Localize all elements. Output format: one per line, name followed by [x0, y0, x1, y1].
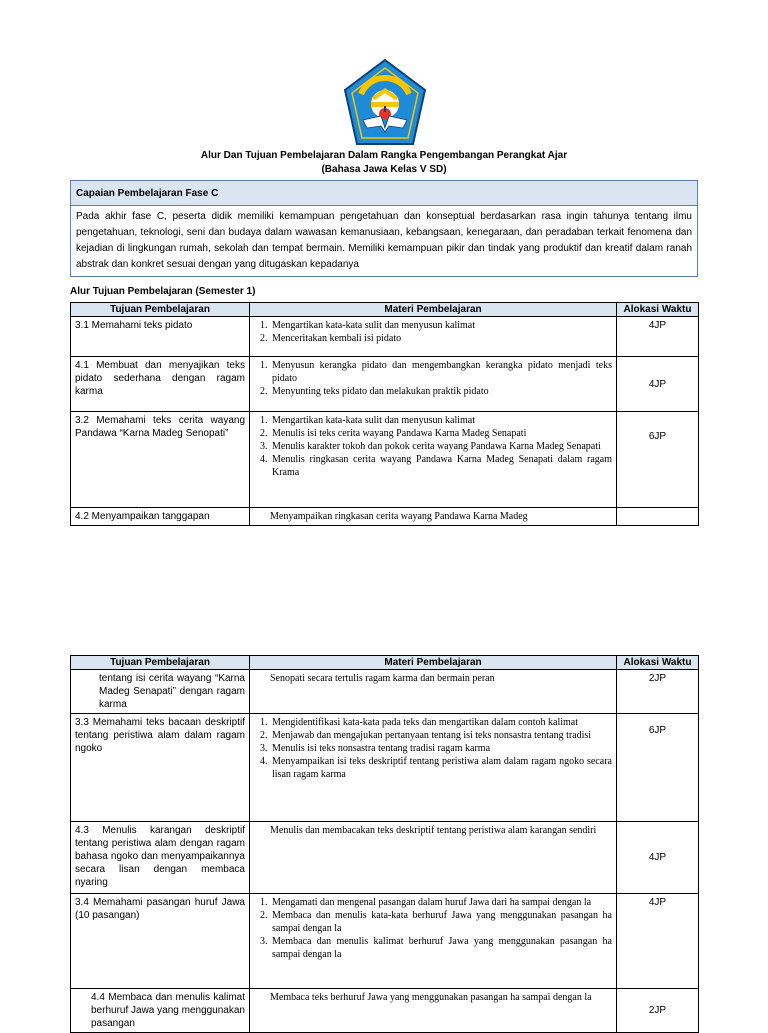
materi-item: 4. Menulis ringkasan cerita wayang Pandawa Karna Madeg Senapati dalam ragam Krama: [270, 453, 612, 479]
materi-item: 2. Menceritakan kembali isi pidato: [270, 332, 612, 345]
tut-wuri-handayani-logo: [341, 58, 429, 148]
tujuan-cell: 4.2 Menyampaikan tanggapan: [71, 508, 250, 526]
col-materi-header: Materi Pembelajaran: [250, 303, 617, 317]
materi-item: 1. Menyusun kerangka pidato dan mengembangkan kerangka pidato menjadi teks pidato: [270, 359, 612, 385]
col-materi-header: Materi Pembelajaran: [250, 656, 617, 670]
document-subtitle: (Bahasa Jawa Kelas V SD): [321, 164, 447, 175]
alokasi-cell: 6JP: [617, 714, 699, 822]
materi-item: 3. Menulis karakter tokoh dan pokok cerita wayang Pandawa Karna Madeg Senapati: [270, 440, 612, 453]
materi-item: 3. Membaca dan menulis kalimat berhuruf Jawa yang menggunakan pasangan ha sampai dengan la: [270, 935, 612, 961]
materi-item: 2. Membaca dan menulis kata-kata berhuruf Jawa yang menggunakan pasangan ha sampai dengan la: [270, 909, 612, 935]
tujuan-cell: 3.2 Memahami teks cerita wayang Pandawa “Karna Madeg Senopati”: [71, 412, 250, 508]
materi-item: 1. Mengartikan kata-kata sulit dan menyusun kalimat: [270, 414, 612, 427]
materi-cell: Membaca teks berhuruf Jawa yang menggunakan pasangan ha sampai dengan la: [250, 989, 617, 1033]
table-row: [71, 508, 699, 526]
alokasi-cell: [617, 508, 699, 526]
table-row: [71, 670, 699, 714]
semester-label: Alur Tujuan Pembelajaran (Semester 1): [70, 286, 256, 297]
alokasi-cell: 4JP: [617, 317, 699, 357]
materi-item: 1. Mengamati dan mengenal pasangan dalam huruf Jawa dari ha sampai dengan la: [270, 896, 612, 909]
table-row: [71, 412, 699, 508]
materi-item: 2. Menyunting teks pidato dan melakukan praktik pidato: [270, 385, 612, 398]
document-title: Alur Dan Tujuan Pembelajaran Dalam Rangka Pengembangan Perangkat Ajar: [200, 150, 568, 161]
materi-item: 3. Menulis isi teks nonsastra tentang tradisi ragam karma: [270, 742, 612, 755]
table-row: [71, 894, 699, 989]
materi-cell: [250, 894, 617, 989]
materi-cell: [250, 357, 617, 412]
col-tujuan-header: Tujuan Pembelajaran: [71, 303, 250, 317]
tujuan-cell: tentang isi cerita wayang “Karna Madeg Senapati” dengan ragam karma: [71, 670, 250, 714]
materi-cell: [250, 317, 617, 357]
materi-item: 2. Menjawab dan mengajukan pertanyaan tentang isi teks nonsastra tentang tradisi: [270, 729, 612, 742]
table-row: [71, 822, 699, 894]
materi-cell: [250, 714, 617, 822]
materi-item: 2. Menulis isi teks cerita wayang Pandawa Karna Madeg Senapati: [270, 427, 612, 440]
table-row: [71, 714, 699, 822]
tujuan-table-1: [70, 302, 699, 526]
materi-cell: Senopati secara tertulis ragam karma dan bermain peran: [250, 670, 617, 714]
alokasi-cell: 2JP: [617, 670, 699, 714]
materi-cell: Menyampaikan ringkasan cerita wayang Pandawa Karna Madeg: [250, 508, 617, 526]
alokasi-cell: 2JP: [617, 989, 699, 1033]
materi-cell: Menulis dan membacakan teks deskriptif tentang peristiwa alam karangan sendiri: [250, 822, 617, 894]
tujuan-cell: 3.3 Memahami teks bacaan deskriptif tentang peristiwa alam dalam ragam ngoko: [71, 714, 250, 822]
alokasi-cell: 4JP: [617, 894, 699, 989]
table-row: [71, 357, 699, 412]
capaian-pembelajaran-box: [70, 180, 698, 277]
col-alokasi-header: Alokasi Waktu: [617, 303, 699, 317]
materi-cell: [250, 412, 617, 508]
col-alokasi-header: Alokasi Waktu: [617, 656, 699, 670]
table-row: [71, 317, 699, 357]
tujuan-table-2: [70, 655, 699, 1033]
materi-item: 4. Menyampaikan isi teks deskriptif tentang peristiwa alam dalam ragam ngoko secara lisan ragam karma: [270, 755, 612, 781]
capaian-body: Pada akhir fase C, peserta didik memiliki kemampuan pengetahuan dan konseptual berdasarkan rasa ingin tahunya tentang ilmu pengetahuan, teknologi, seni dan budaya dalam wawasan kemanusiaan, kebangsaan, kenegaraan, dan peradaban terkait fenomena dan kejadian di lingkungan rumah, sekolah dan tempat bermain. Memiliki kemampuan pikir dan tindak yang produktif dan kreatif dalam ranah abstrak dan konkret sesuai dengan yang ditugaskan kepadanya: [76, 211, 692, 270]
tujuan-cell: 4.1 Membuat dan menyajikan teks pidato sederhana dengan ragam karma: [71, 357, 250, 412]
tujuan-cell: 3.1 Memahami teks pidato: [71, 317, 250, 357]
col-tujuan-header: Tujuan Pembelajaran: [71, 656, 250, 670]
materi-item: 1. Mengartikan kata-kata sulit dan menyusun kalimat: [270, 319, 612, 332]
materi-item: 1. Mengidentifikasi kata-kata pada teks dan mengartikan dalam contoh kalimat: [270, 716, 612, 729]
alokasi-cell: 4JP: [617, 357, 699, 412]
table-row: [71, 989, 699, 1033]
tujuan-cell: 4.3 Menulis karangan deskriptif tentang peristiwa alam dengan ragam bahasa ngoko dan menyampaikannya secara lisan dengan membaca nyaring: [71, 822, 250, 894]
tujuan-cell: 4.4 Membaca dan menulis kalimat berhuruf Jawa yang menggunakan pasangan: [71, 989, 250, 1033]
alokasi-cell: 6JP: [617, 412, 699, 508]
capaian-heading: Capaian Pembelajaran Fase C: [71, 181, 697, 206]
alokasi-cell: 4JP: [617, 822, 699, 894]
tujuan-cell: 3.4 Memahami pasangan huruf Jawa (10 pasangan): [71, 894, 250, 989]
